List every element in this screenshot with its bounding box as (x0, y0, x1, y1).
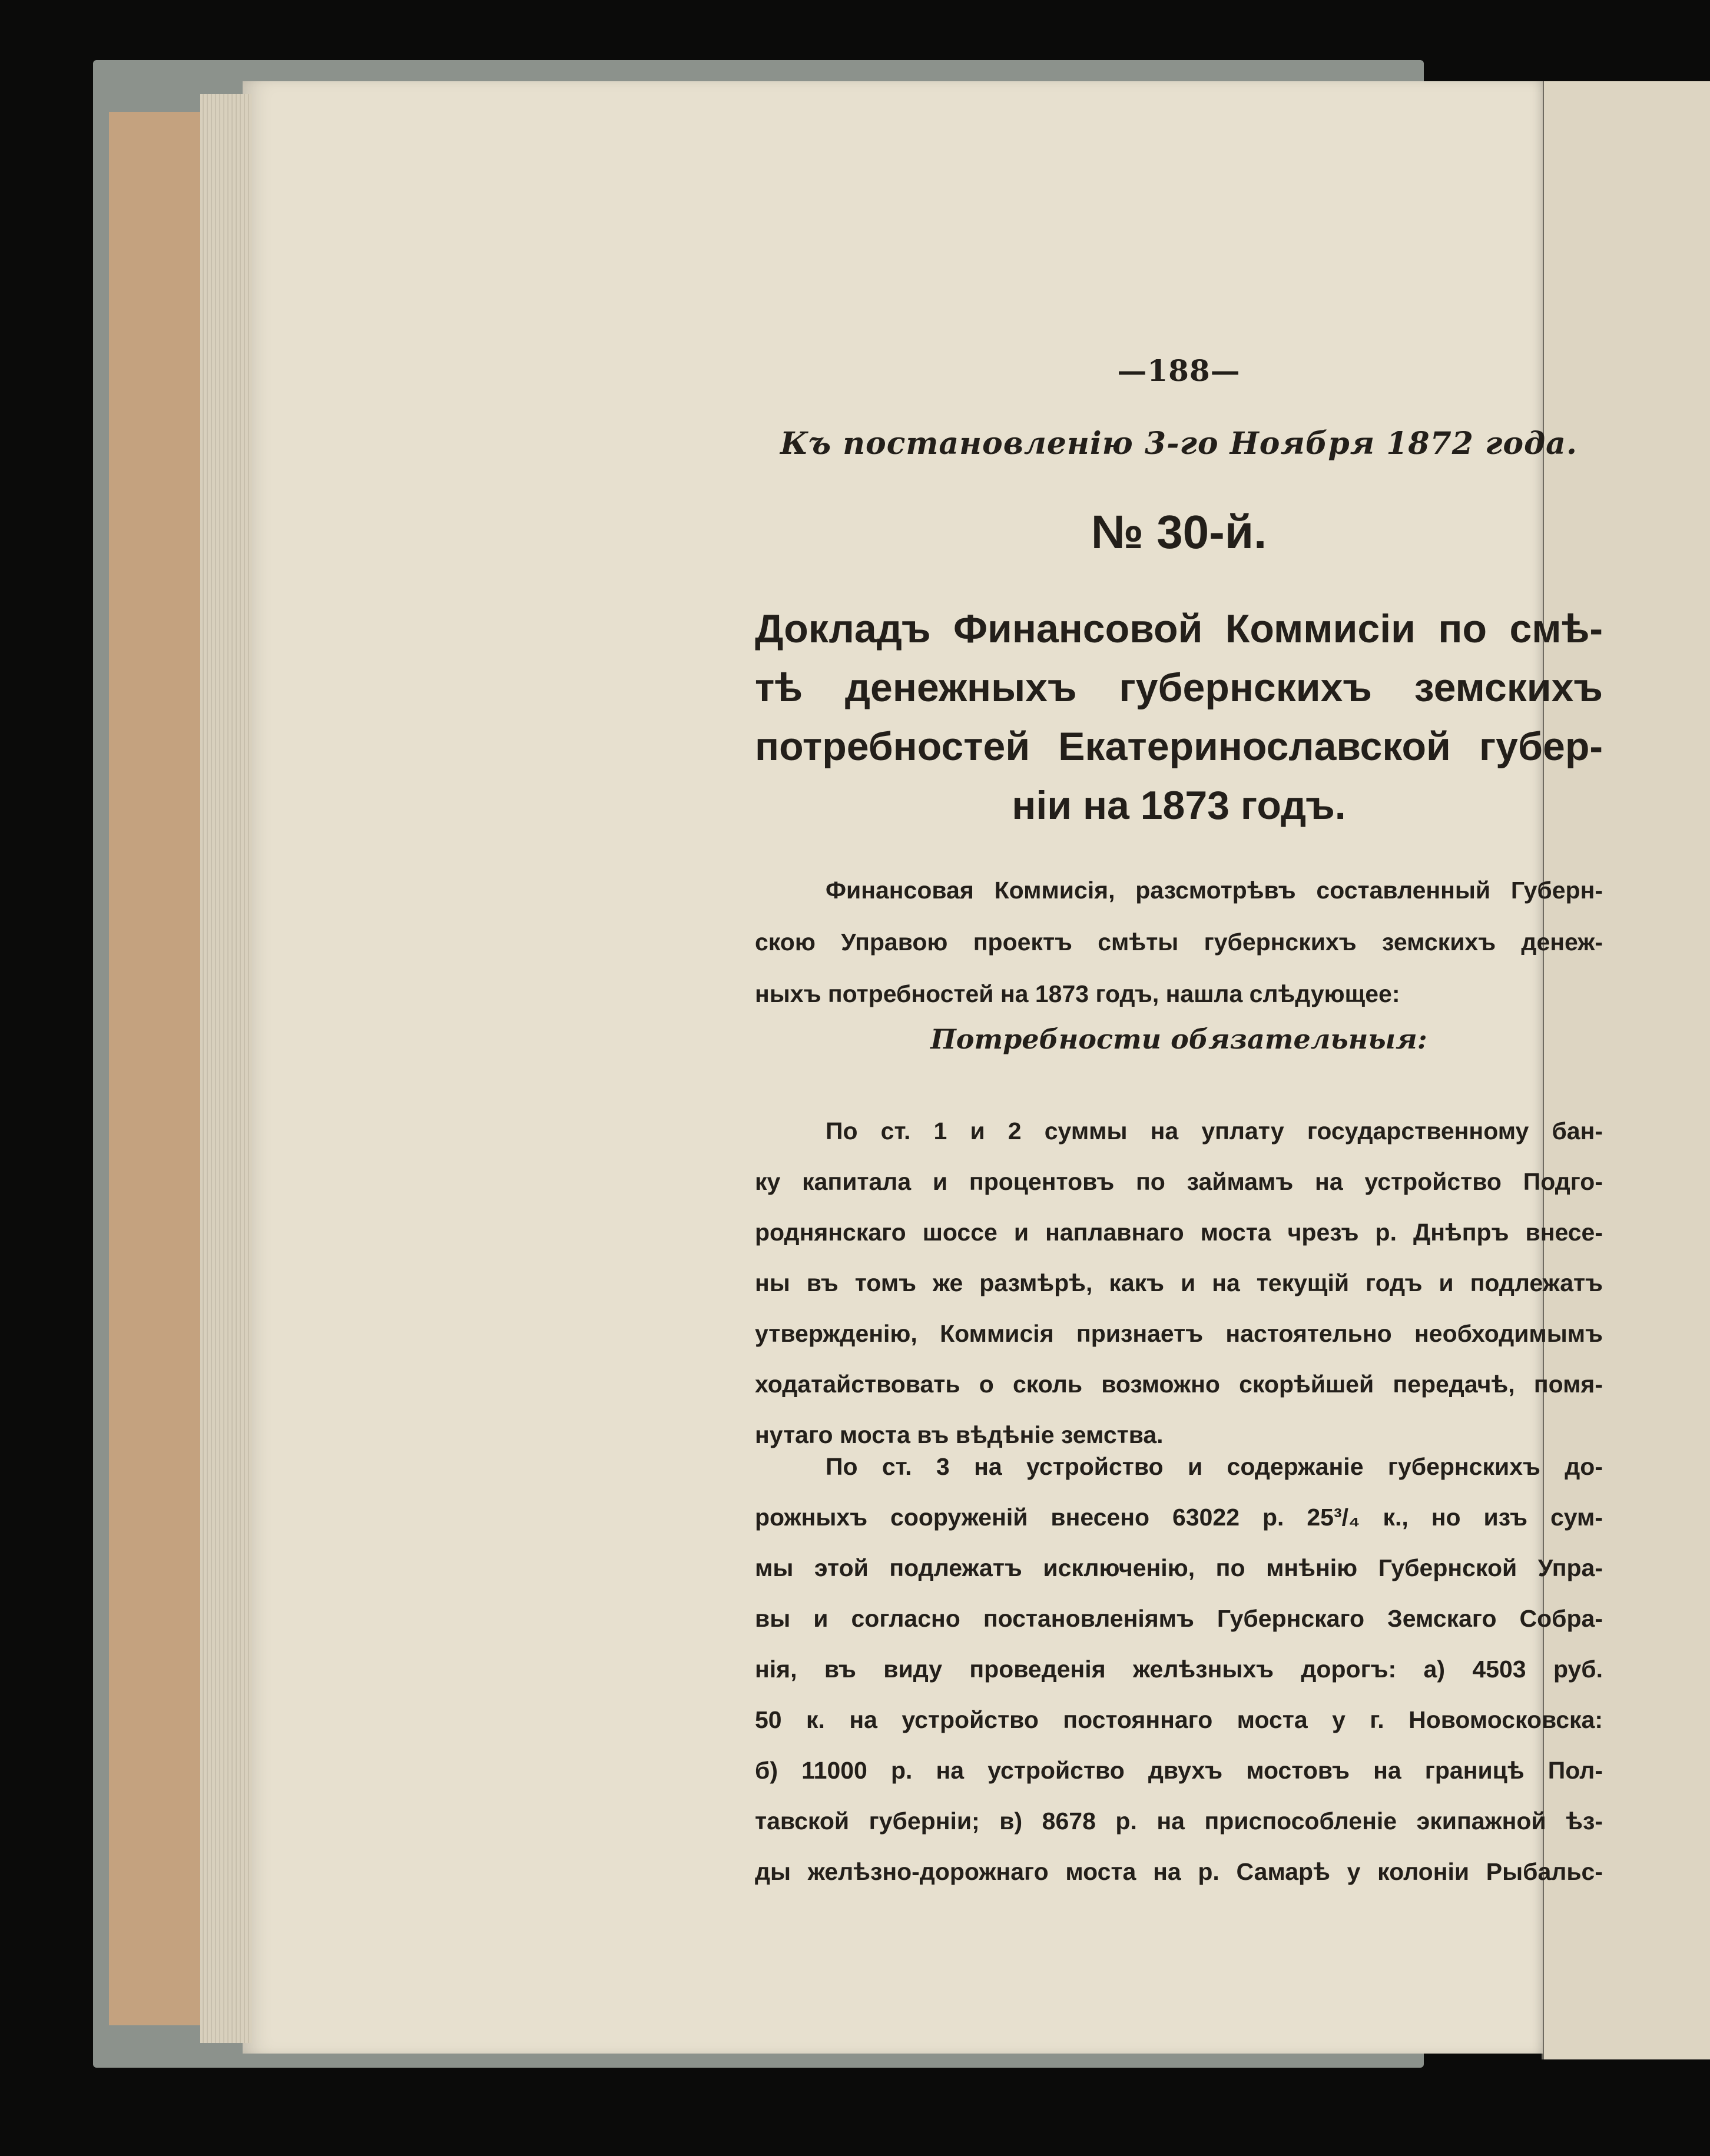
text-line: ныхъ потребностей на 1873 годъ, нашла слѣдующее: (755, 980, 1400, 1007)
paragraph-article-3 (755, 1441, 1603, 1897)
text-line: Финансовая Коммисія, разсмотрѣвъ составленный Губерн- (826, 877, 1603, 904)
text-line: ды желѣзно-дорожнаго моста на р. Самарѣ у колоніи Рыбальс- (755, 1858, 1603, 1885)
text-line: 50 к. на устройство постояннаго моста у г. Новомосковска: (755, 1706, 1603, 1733)
reference-line: Къ постановленію 3-го Ноября 1872 года. (780, 426, 1578, 462)
text-line: ны въ томъ же размѣрѣ, какъ и на текущій годъ и подлежатъ (755, 1269, 1603, 1296)
page-number: —188— (1117, 353, 1241, 388)
item-number: № 30-й. (1091, 506, 1267, 558)
intro-paragraph (755, 864, 1603, 1020)
text-line: утвержденію, Коммисія признаетъ настоятельно необходимымъ (755, 1320, 1603, 1347)
title-line: потребностей Екатеринославской губер- (755, 724, 1603, 769)
text-line: нія, въ виду проведенія желѣзныхъ дорогъ: а) 4503 руб. (755, 1656, 1603, 1683)
text-line: б) 11000 р. на устройство двухъ мостовъ на границѣ Пол- (755, 1757, 1603, 1784)
text-line: тавской губерніи; в) 8678 р. на приспособленіе экипажной ѣз- (755, 1807, 1603, 1835)
text-line: ходатайствовать о сколь возможно скорѣйшей передачѣ, помя- (755, 1371, 1603, 1398)
text-line: вы и согласно постановленіямъ Губернскаго Земскаго Собра- (755, 1605, 1603, 1632)
book-page (243, 81, 1603, 2054)
text-line: нутаго моста въ вѣдѣніе земства. (755, 1421, 1164, 1448)
text-line: роднянскаго шоссе и наплавнаго моста чрезъ р. Днѣпръ внесе- (755, 1219, 1603, 1246)
title-line: тѣ денежныхъ губернскихъ земскихъ (755, 665, 1603, 710)
text-line: ку капитала и процентовъ по займамъ на устройство Подго- (755, 1168, 1603, 1195)
book-spine (109, 112, 212, 2025)
report-title (755, 599, 1603, 835)
text-line: мы этой подлежатъ исключенію, по мнѣнію Губернской Упра- (755, 1554, 1603, 1581)
text-line: По ст. 3 на устройство и содержаніе губернскихъ до- (826, 1453, 1603, 1480)
text-line: По ст. 1 и 2 суммы на уплату государственному бан- (826, 1117, 1603, 1145)
text-line: рожныхъ сооруженій внесено 63022 р. 25³/₄ к., но изъ сум- (755, 1504, 1603, 1531)
page-edges-stack (200, 94, 252, 2043)
title-line: ніи на 1873 годъ. (1012, 783, 1346, 828)
paragraph-articles-1-2 (755, 1106, 1603, 1460)
text-line: скою Управою проектъ смѣты губернскихъ земскихъ денеж- (755, 928, 1603, 956)
section-subheading: Потребности обязательныя: (930, 1023, 1427, 1055)
title-line: Докладъ Финансовой Коммисіи по смѣ- (755, 606, 1603, 651)
